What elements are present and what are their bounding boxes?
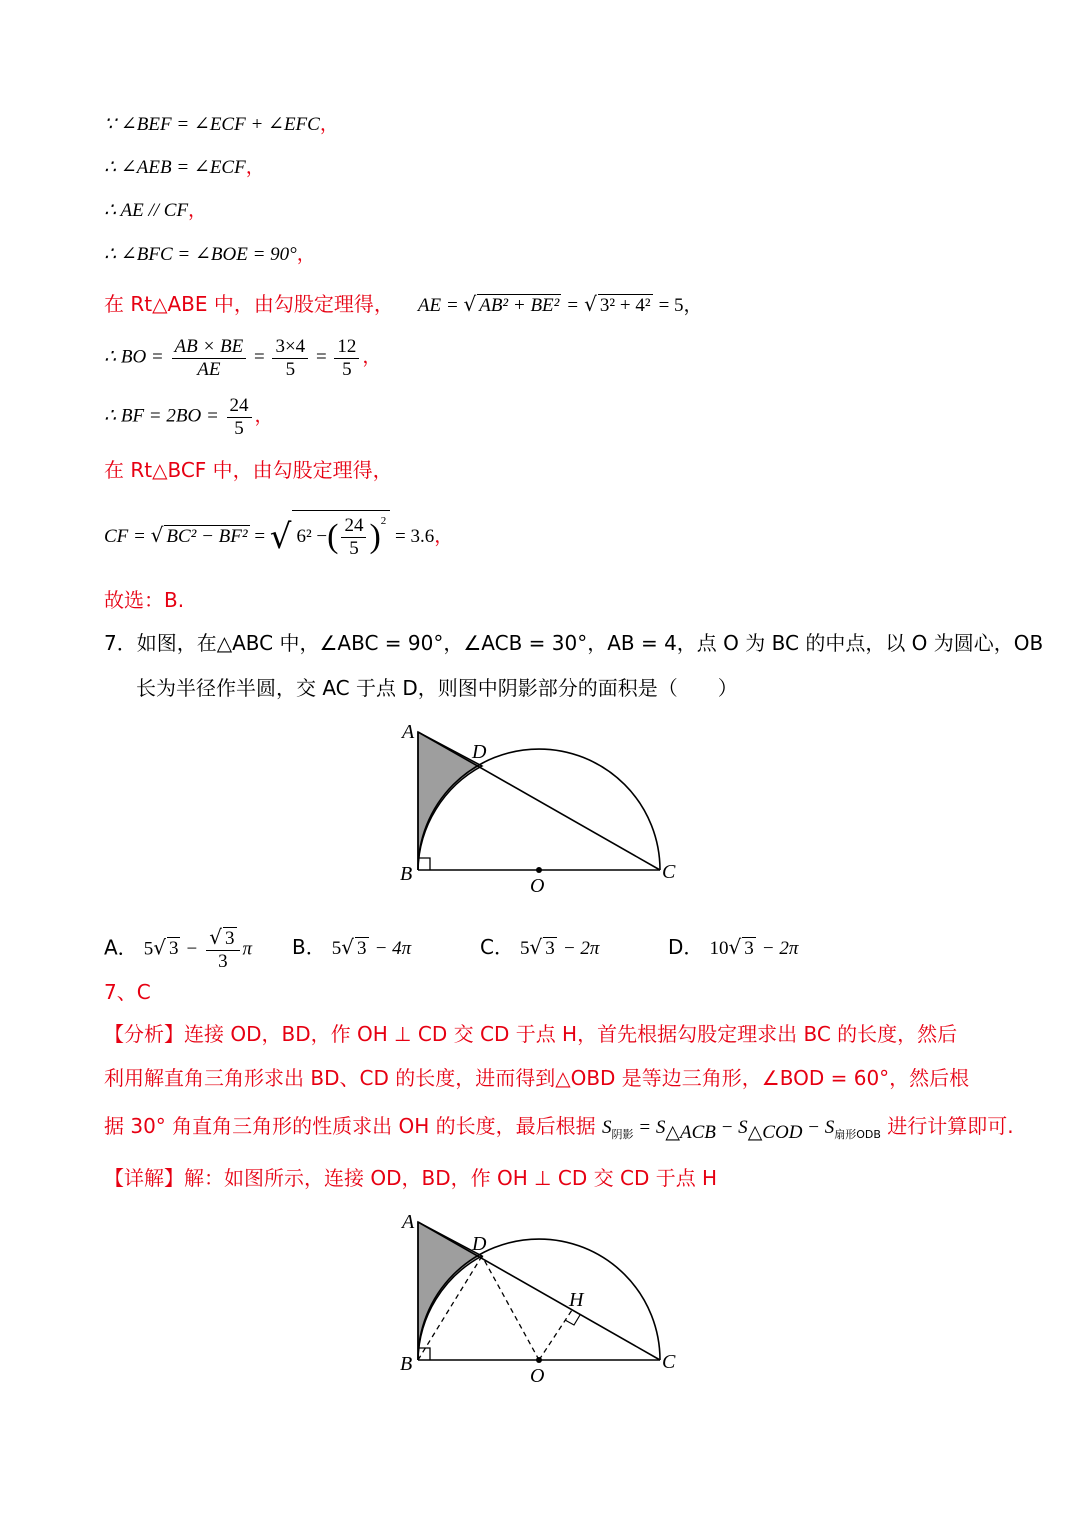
fraction	[272, 336, 308, 381]
radicand-1: AB² + BE²	[479, 295, 560, 316]
option-c[interactable]	[480, 931, 599, 960]
numerator: 12	[334, 336, 359, 359]
option-c-rest: − 2π	[562, 938, 600, 959]
sqrt-symbol: √	[153, 935, 166, 960]
option-b[interactable]	[292, 931, 411, 960]
label-b: B	[400, 863, 413, 885]
label-o: O	[530, 1365, 545, 1387]
segment-oh-dashed	[539, 1310, 572, 1360]
equals: =	[315, 346, 327, 368]
formula-minus-2: − S	[802, 1117, 835, 1138]
fraction	[334, 336, 359, 381]
option-a-pi: π	[242, 938, 253, 960]
proof-line-9	[104, 510, 453, 560]
label-d: D	[472, 1233, 487, 1255]
formula-sub-3: △COD	[747, 1122, 803, 1143]
comma: ，	[319, 114, 339, 135]
option-b-radicand: 3	[357, 938, 367, 959]
numerator: 24	[227, 395, 252, 418]
proof-line-4-text: ∴ ∠BFC = ∠BOE = 90°	[104, 244, 297, 265]
label-c: C	[662, 1351, 676, 1373]
segment-ac	[418, 1222, 660, 1360]
denominator: 5	[234, 417, 244, 439]
cf-rhs: = 3.6	[395, 526, 435, 547]
denominator: 5	[285, 358, 296, 380]
fraction	[206, 926, 239, 973]
proof-line-1	[104, 114, 339, 137]
denominator: 5	[342, 358, 352, 380]
radicand-2: 3² + 4²	[599, 295, 651, 316]
analysis-line-2: 利用解直角三角形求出 BD、CD 的长度，进而得到△OBD 是等边三角形，∠BOD = 60°，然后根	[104, 1066, 970, 1090]
sqrt-symbol: √	[529, 935, 543, 959]
numerator: AB × BE	[172, 336, 247, 359]
proof-line-4	[104, 244, 316, 267]
option-b-coef: 5	[331, 938, 342, 959]
label-c: C	[662, 861, 676, 883]
fraction	[341, 515, 366, 560]
label-a: A	[402, 721, 415, 743]
denominator: AE	[197, 358, 221, 380]
center-point	[536, 867, 542, 873]
option-a-coef: 5	[143, 938, 154, 960]
proof-line-6	[104, 336, 381, 381]
formula-sub-2: △ACB	[665, 1122, 716, 1143]
bo-lhs: ∴ BO =	[104, 346, 164, 368]
numerator	[206, 926, 239, 951]
comma: ，	[254, 405, 274, 427]
radicand-1: BC² − BF²	[166, 526, 248, 547]
left-paren: (	[327, 518, 339, 556]
proof-line-2	[104, 157, 265, 180]
fraction	[227, 395, 252, 440]
right-angle-mark-h	[565, 1315, 580, 1325]
question-line-1: 7．如图，在△ABC 中，∠ABC = 90°，∠ACB = 30°，AB = 4，点 O 为 BC 的中点，以 O 为圆心，OB	[104, 631, 1044, 655]
equals: =	[254, 346, 265, 368]
option-c-radicand: 3	[545, 938, 555, 959]
option-d-coef: 10	[709, 938, 729, 959]
comma: ，	[434, 526, 454, 547]
analysis-line-3-b: 进行计算即可.	[880, 1114, 1014, 1138]
sqrt-symbol: √	[150, 523, 164, 547]
label-h: H	[569, 1289, 584, 1311]
option-d-rest: − 2π	[761, 938, 799, 959]
denominator: 3	[218, 950, 228, 972]
radicand-part: 6² −	[296, 526, 328, 547]
fraction	[172, 336, 247, 381]
option-d-label: D．	[668, 935, 704, 959]
numerator-radicand: 3	[225, 928, 235, 949]
formula-minus-1: − S	[715, 1117, 748, 1138]
option-c-label: C．	[480, 935, 514, 959]
proof-line-3	[104, 200, 207, 223]
figure-2	[396, 1208, 696, 1388]
detail-line: 【详解】解：如图所示，连接 OD，BD，作 OH ⊥ CD 交 CD 于点 H	[104, 1166, 718, 1190]
option-d[interactable]	[668, 931, 798, 960]
denominator: 5	[349, 538, 359, 560]
sqrt-symbol: √	[584, 292, 597, 316]
formula-sub-1: 阴影	[611, 1128, 634, 1141]
proof-line-1-text: ∵ ∠BEF = ∠ECF + ∠EFC	[104, 114, 320, 135]
sqrt-symbol: √	[209, 925, 223, 949]
label-a: A	[402, 1211, 415, 1233]
proof-line-3-text: ∴ AE // CF	[104, 200, 189, 221]
proof-line-7	[104, 395, 274, 440]
option-a-minus: −	[186, 938, 198, 960]
big-radicand	[292, 510, 390, 560]
proof-line-5	[104, 292, 703, 318]
exponent: 2	[380, 515, 387, 527]
question-line-2: 长为半径作半圆，交 AC 于点 D，则图中阴影部分的面积是（ ）	[136, 676, 738, 700]
sqrt-symbol: √	[728, 935, 742, 959]
right-paren: )	[369, 518, 381, 556]
option-a-label: A．	[104, 935, 138, 960]
figure-1	[396, 718, 696, 898]
comma: ，	[296, 244, 316, 265]
ae-lhs: AE =	[417, 295, 464, 316]
center-point	[536, 1357, 542, 1363]
analysis-line-3	[104, 1114, 1014, 1145]
rt-bcf-text: 在 Rt△BCF 中，由勾股定理得，	[104, 458, 393, 482]
sqrt-symbol: √	[463, 292, 477, 316]
option-c-coef: 5	[520, 938, 530, 959]
rt-abe-text: 在 Rt△ABE 中，由勾股定理得，	[104, 292, 394, 316]
right-angle-mark	[418, 858, 430, 870]
segment-ac	[418, 732, 660, 870]
comma: ，	[683, 295, 703, 316]
label-o: O	[530, 875, 545, 897]
option-b-rest: − 4π	[374, 938, 412, 959]
comma: ，	[362, 346, 382, 368]
option-a-radicand: 3	[168, 938, 179, 960]
sqrt-symbol: √	[269, 517, 292, 558]
cf-lhs: CF =	[104, 526, 146, 547]
option-b-label: B．	[292, 935, 326, 959]
option-d-radicand: 3	[744, 938, 754, 959]
bf-lhs: ∴ BF = 2BO =	[104, 405, 219, 427]
equals: =	[567, 295, 579, 316]
numerator: 3×4	[272, 336, 308, 359]
analysis-line-1: 【分析】连接 OD，BD，作 OH ⊥ CD 交 CD 于点 H，首先根据勾股定理求出 BC 的长度，然后	[104, 1022, 958, 1046]
ae-rhs: = 5	[658, 295, 684, 316]
formula-sub-4: 扇形ODB	[834, 1128, 881, 1141]
label-b: B	[400, 1353, 413, 1375]
formula-eq: = S	[633, 1117, 666, 1138]
numerator: 24	[341, 515, 366, 538]
comma: ，	[245, 157, 265, 178]
formula-s: S	[602, 1117, 612, 1138]
proof-line-2-text: ∴ ∠AEB = ∠ECF	[104, 157, 246, 178]
equals: =	[254, 526, 266, 547]
analysis-line-3-a: 据 30° 角直角三角形的性质求出 OH 的长度，最后根据	[104, 1114, 603, 1138]
segment-od-dashed	[482, 1256, 539, 1360]
comma: ，	[188, 200, 208, 221]
label-d: D	[472, 741, 487, 763]
solution-answer: 7、C	[104, 980, 151, 1004]
answer-line: 故选：B.	[104, 588, 185, 612]
sqrt-symbol: √	[341, 935, 355, 959]
option-a[interactable]	[104, 926, 252, 973]
